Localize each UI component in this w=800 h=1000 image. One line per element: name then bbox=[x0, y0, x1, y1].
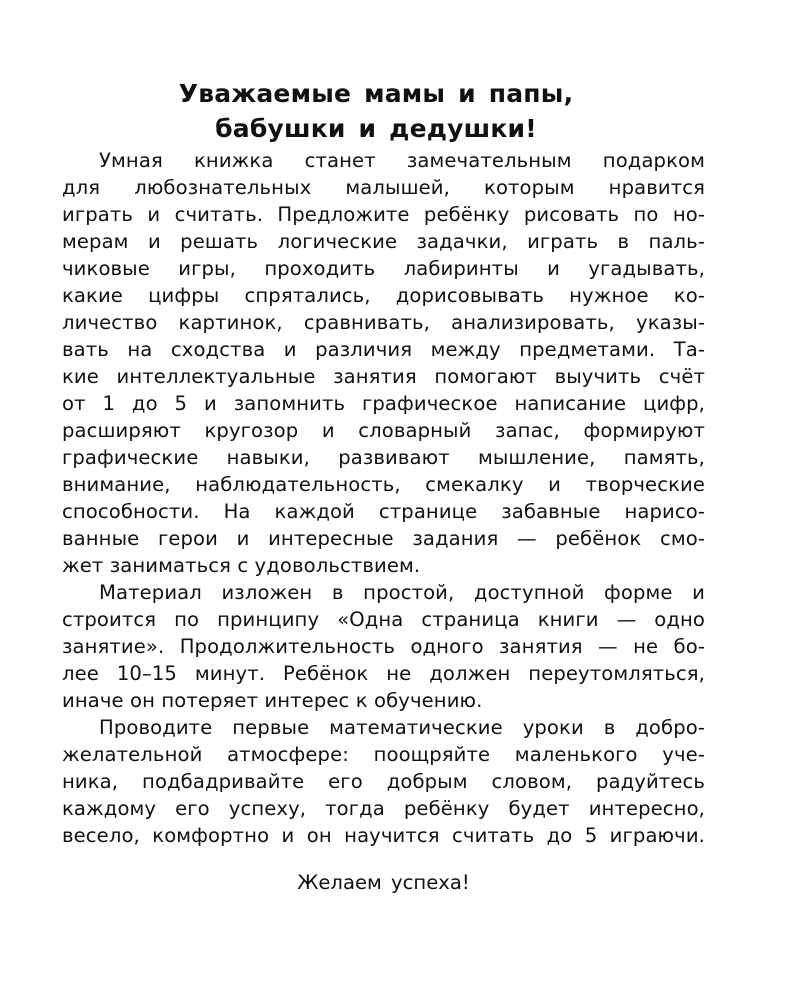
body-text bbox=[62, 147, 705, 849]
paragraph-1-line: вать на сходства и различия между предметами. Та- bbox=[62, 338, 705, 361]
paragraph-1-line: способности. На каждой странице забавные нарисо- bbox=[62, 500, 705, 523]
paragraph-3-line: весело, комфортно и он научится считать до 5 играючи. bbox=[62, 824, 705, 847]
paragraph-1-line: ванные герои и интересные задания — ребёнок смо- bbox=[62, 527, 705, 550]
paragraph-2-line: строится по принципу «Одна страница книги — одно bbox=[62, 608, 705, 631]
paragraph-1-line: кие интеллектуальные занятия помогают выучить счёт bbox=[62, 365, 705, 388]
title-line-2: бабушки и дедушки! bbox=[215, 114, 537, 143]
paragraph-1-line: жет заниматься с удовольствием. bbox=[62, 554, 421, 577]
paragraph-3-line: ника, подбадривайте его добрым словом, радуйтесь bbox=[62, 770, 705, 793]
paragraph-2-line: лее 10–15 минут. Ребёнок не должен переутомляться, bbox=[62, 662, 705, 685]
paragraph-1-line: мерам и решать логические задачки, играть в паль- bbox=[62, 230, 705, 253]
paragraph-2-line: занятие». Продолжительность одного занятия — не бо- bbox=[62, 635, 705, 658]
paragraph-1-line: внимание, наблюдательность, смекалку и творческие bbox=[62, 473, 705, 496]
paragraph-1-line: играть и считать. Предложите ребёнку рисовать по но- bbox=[62, 203, 705, 226]
paragraph-3-line: желательной атмосфере: поощряйте маленького уче- bbox=[62, 743, 705, 766]
paragraph-1-line: Умная книжка станет замечательным подарком bbox=[99, 149, 705, 172]
title-line-1: Уважаемые мамы и папы, bbox=[178, 79, 574, 108]
paragraph-1-line: от 1 до 5 и запомнить графическое написание цифр, bbox=[62, 392, 705, 415]
paragraph-3-line: Проводите первые математические уроки в добро- bbox=[99, 716, 705, 739]
paragraph-2-line: иначе он потеряет интерес к обучению. bbox=[62, 689, 483, 712]
paragraph-2-line: Материал изложен в простой, доступной форме и bbox=[99, 581, 705, 604]
paragraph-1-line: для любознательных малышей, которым нравится bbox=[62, 176, 705, 199]
paragraph-1-line: расширяют кругозор и словарный запас, формируют bbox=[62, 419, 705, 442]
paragraph-1-line: графические навыки, развивают мышление, память, bbox=[62, 446, 705, 469]
paragraph-1-line: личество картинок, сравнивать, анализировать, указы- bbox=[62, 311, 705, 334]
closing-wish: Желаем успеха! bbox=[297, 871, 470, 894]
paragraph-1-line: какие цифры спрятались, дорисовывать нужное ко- bbox=[62, 284, 705, 307]
paragraph-3-line: каждому его успеху, тогда ребёнку будет интересно, bbox=[62, 797, 705, 820]
page-title bbox=[0, 76, 752, 146]
paragraph-1-line: чиковые игры, проходить лабиринты и угадывать, bbox=[62, 257, 705, 280]
